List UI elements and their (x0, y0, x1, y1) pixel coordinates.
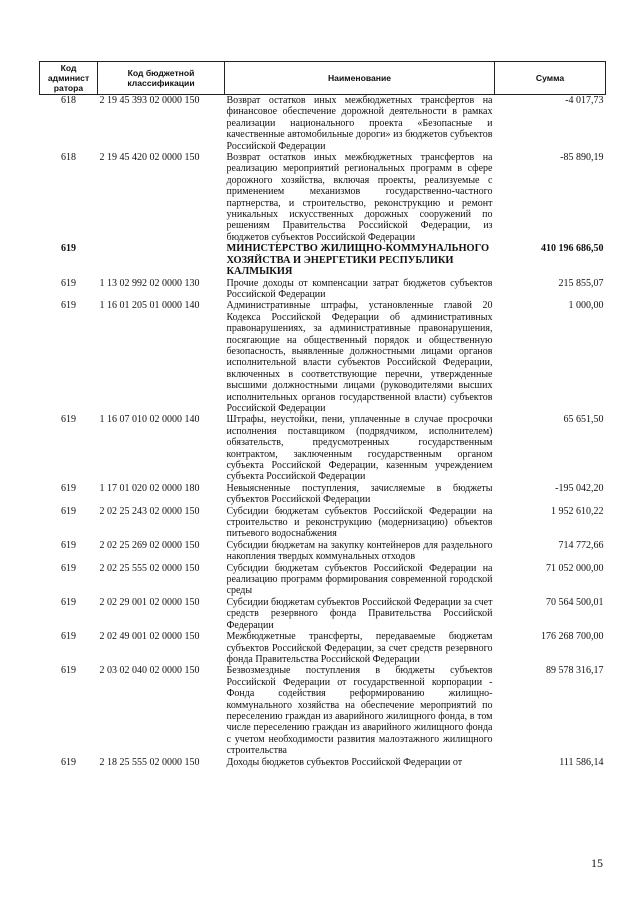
table-row (40, 152, 606, 243)
name-cell: МИНИСТЕРСТВО ЖИЛИЩНО-КОММУНАЛЬНОГО ХОЗЯЙСТВА И ЭНЕРГЕТИКИ РЕСПУБЛИКИ КАЛМЫКИЯ (226, 243, 490, 278)
budget-code-cell: 2 19 45 393 02 0000 150 (99, 95, 200, 106)
budget-code-cell: 2 02 25 243 02 0000 150 (99, 505, 200, 517)
sum-cell: 89 578 316,17 (546, 665, 604, 677)
table-row (40, 665, 606, 756)
header-sum: Сумма (495, 62, 606, 95)
name-cell: Штрафы, неустойки, пени, уплаченные в случае просрочки исполнения поставщиком (подрядчиком, исполнителем) обязательств, предусмотренных государственным контрактом, заключенным государственным органом субъекта Российской Федерации, казенным учреждением субъекта Российской Федерации (226, 414, 493, 483)
sum-cell: 215 855,07 (558, 277, 604, 289)
name-cell: Возврат остатков иных межбюджетных трансфертов на реализацию мероприятий региональных программ в сфере дорожного хозяйства, включая проекты, реализуемые с применением механизмов государственно-частного партнерства, и строительство, реконструкцию и ремонт уникальных искусственных дорожных сооружений по решениям Правительства Российской Федерации, из бюджетов субъектов Российской Федерации (226, 152, 493, 243)
table-row (40, 243, 606, 277)
table-row (40, 631, 606, 665)
budget-code-cell: 2 03 02 040 02 0000 150 (99, 665, 200, 677)
budget-code-cell: 2 02 25 555 02 0000 150 (99, 562, 200, 574)
table-row (40, 483, 606, 506)
sum-cell: -195 042,20 (555, 482, 604, 494)
admin-code-cell: 618 (61, 95, 76, 106)
admin-code-cell: 618 (61, 152, 76, 164)
budget-code-cell: 2 19 45 420 02 0000 150 (99, 152, 200, 164)
name-cell: Возврат остатков иных межбюджетных трансфертов на финансовое обеспечение дорожной деятельности в рамках реализации национального проекта «Безопасные и качественные автомобильные дороги» из бюджетов субъектов Российской Федерации (226, 95, 493, 152)
table-header (40, 62, 606, 95)
budget-code-cell: 2 02 29 001 02 0000 150 (99, 596, 200, 608)
admin-code-cell: 619 (61, 631, 76, 643)
sum-cell: 1 952 610,22 (551, 505, 604, 517)
admin-code-cell: 619 (61, 414, 76, 426)
name-cell: Невыясненные поступления, зачисляемые в бюджеты субъектов Российской Федерации (226, 482, 493, 506)
name-cell: Доходы бюджетов субъектов Российской Федерации от (226, 756, 463, 768)
budget-code-cell: 1 16 07 010 02 0000 140 (99, 414, 200, 426)
name-cell: Прочие доходы от компенсации затрат бюджетов субъектов Российской Федерации (226, 277, 493, 300)
table-row (40, 563, 606, 597)
admin-code-cell: 619 (61, 596, 76, 608)
sum-cell: 410 196 686,50 (541, 243, 604, 255)
table-row (40, 95, 606, 153)
table-row (40, 540, 606, 563)
budget-code-cell: 1 17 01 020 02 0000 180 (99, 482, 200, 494)
table-row (40, 597, 606, 631)
sum-cell: 1 000,00 (568, 300, 604, 312)
admin-code-cell: 619 (61, 243, 76, 255)
admin-code-cell: 619 (61, 277, 76, 289)
sum-cell: 714 772,66 (558, 539, 604, 551)
admin-code-cell: 619 (61, 562, 76, 574)
name-cell: Субсидии бюджетам субъектов Российской Федерации на строительство и реконструкцию (модернизацию) объектов питьевого водоснабжения (226, 505, 493, 540)
name-cell: Субсидии бюджетам на закупку контейнеров для раздельного накопления твердых коммунальных отходов (226, 539, 493, 563)
budget-code-cell (98, 243, 225, 277)
header-name: Наименование (225, 62, 495, 95)
table-body (40, 95, 606, 768)
sum-cell: 70 564 500,01 (546, 596, 604, 608)
admin-code-cell: 619 (61, 756, 76, 768)
sum-cell: -4 017,73 (565, 95, 604, 106)
sum-cell: 111 586,14 (559, 756, 604, 768)
name-cell: Межбюджетные трансферты, передаваемые бюджетам субъектов Российской Федерации, за счет средств резервного фонда Правительства Российской Федерации (226, 631, 493, 665)
header-budget-code: Код бюджетной классификации (98, 62, 225, 95)
budget-table (39, 61, 606, 768)
admin-code-cell: 619 (61, 505, 76, 517)
budget-code-cell: 1 13 02 992 02 0000 130 (99, 277, 200, 289)
table-row (40, 278, 606, 301)
table-row (40, 757, 606, 768)
admin-code-cell: 619 (61, 665, 76, 677)
name-cell: Субсидии бюджетам субъектов Российской Федерации на реализацию программ формирования современной городской среды (226, 562, 493, 597)
budget-code-cell: 2 02 49 001 02 0000 150 (99, 631, 200, 643)
table-row (40, 414, 606, 482)
budget-code-cell: 2 18 25 555 02 0000 150 (99, 756, 200, 768)
header-admin-code: Код админист ратора (40, 62, 98, 95)
table-row (40, 300, 606, 414)
name-cell: Субсидии бюджетам субъектов Российской Федерации за счет средств резервного фонда Правительства Российской Федерации (226, 596, 493, 631)
sum-cell: 176 268 700,00 (541, 631, 604, 643)
name-cell: Безвозмездные поступления в бюджеты субъектов Российской Федерации от государственной корпорации - Фонда содействия реформированию жилищно-коммунального хозяйства на обеспечение мероприятий по переселению граждан из аварийного жилищного фонда, в том числе переселению граждан из аварийного жилищного фонда с учетом необходимости развития малоэтажного жилищного строительства (226, 665, 493, 757)
page-number: 15 (591, 856, 603, 870)
admin-code-cell: 619 (61, 539, 76, 551)
sum-cell: -85 890,19 (560, 152, 604, 164)
name-cell: Административные штрафы, установленные главой 20 Кодекса Российской Федерации об административных правонарушениях, за административные правонарушения, посягающие на общественный порядок и общественную безопасность, выявленные должностными лицами органов исполнительной власти субъектов Российской Федерации, включенных в соответствующие перечни, утвержденные высшими должностными лицами (руководителями высших исполнительных органов государственной власти) субъектов Российской Федерации (226, 300, 493, 414)
admin-code-cell: 619 (61, 482, 76, 494)
table-row (40, 506, 606, 540)
sum-cell: 71 052 000,00 (546, 562, 604, 574)
sum-cell: 65 651,50 (563, 414, 604, 426)
budget-code-cell: 2 02 25 269 02 0000 150 (99, 539, 200, 551)
budget-code-cell: 1 16 01 205 01 0000 140 (99, 300, 200, 312)
admin-code-cell: 619 (61, 300, 76, 312)
